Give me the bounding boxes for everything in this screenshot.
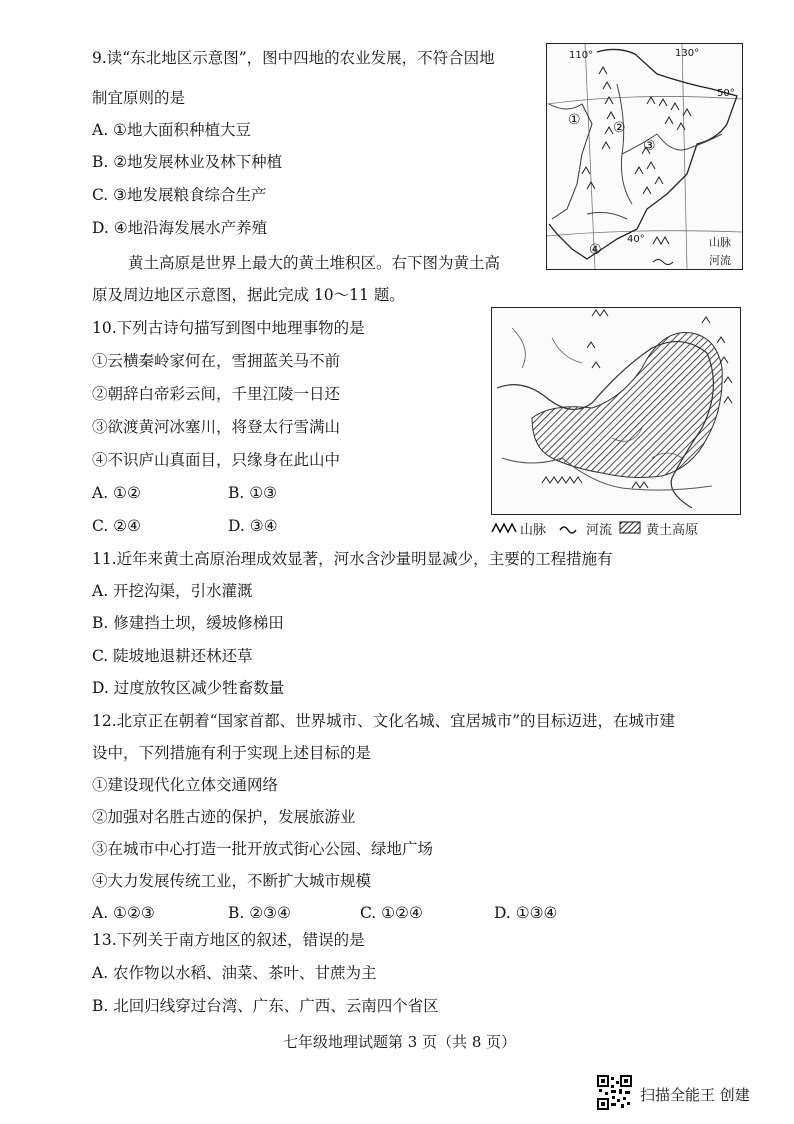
q11-option-a: A. 开挖沟渠，引水灌溉 <box>92 582 253 600</box>
northeast-china-map <box>546 43 743 270</box>
lon-110-label: 110° <box>569 50 594 61</box>
q12-stem-line1: 12.北京正在朝着“国家首都、世界城市、文化名城、宜居城市”的目标迈进，在城市建 <box>92 712 676 730</box>
intro-line2: 原及周边地区示意图，据此完成 10～11 题。 <box>92 286 405 304</box>
q9-option-c: C. ③地发展粮食综合生产 <box>92 186 267 204</box>
q9-stem-line1: 9.读“东北地区示意图”，图中四地的农业发展，不符合因地 <box>92 49 495 67</box>
map1-legend-river: 河流 <box>709 254 731 267</box>
q10-item-4: ④不识庐山真面目，只缘身在此山中 <box>92 451 341 469</box>
scanner-watermark: 扫描全能王 创建 <box>640 1086 750 1104</box>
q9-stem-line2: 制宜原则的是 <box>92 89 186 107</box>
loess-map-legend <box>490 518 740 538</box>
q13-option-a: A. 农作物以水稻、油菜、茶叶、甘蔗为主 <box>92 964 377 982</box>
q10-item-1: ①云横秦岭家何在，雪拥蓝关马不前 <box>92 352 341 370</box>
map2-legend-mountain: 山脉 <box>520 523 547 538</box>
map2-legend-plateau: 黄土高原 <box>646 523 699 538</box>
lat-50-label: 50° <box>717 88 735 99</box>
qr-code-icon <box>597 1075 632 1110</box>
q10-option-c: C. ②④ <box>92 517 141 535</box>
plateau-legend-icon <box>620 522 640 533</box>
marker-1: ① <box>568 112 581 128</box>
marker-3: ③ <box>643 138 656 154</box>
q12-option-a: A. ①②③ <box>92 904 155 922</box>
loess-plateau-map <box>491 307 741 515</box>
q12-option-c: C. ①②④ <box>360 904 423 922</box>
q12-stem-line2: 设中，下列措施有利于实现上述目标的是 <box>92 744 372 762</box>
q9-option-b: B. ②地发展林业及林下种植 <box>92 153 283 171</box>
q13-stem: 13.下列关于南方地区的叙述，错误的是 <box>92 931 365 949</box>
lat-40-label: 40° <box>627 234 645 245</box>
q9-option-a: A. ①地大面积种植大豆 <box>92 121 251 139</box>
q11-stem: 11.近年来黄土高原治理成效显著，河水含沙量明显减少，主要的工程措施有 <box>92 550 613 568</box>
q12-item-2: ②加强对名胜古迹的保护，发展旅游业 <box>92 808 356 826</box>
q11-option-b: B. 修建挡土坝，缓坡修梯田 <box>92 614 284 632</box>
q10-option-d: D. ③④ <box>228 517 278 535</box>
q11-option-d: D. 过度放牧区减少牲畜数量 <box>92 679 285 697</box>
loess-map-graphic <box>492 308 740 514</box>
q10-stem: 10.下列古诗句描写到图中地理事物的是 <box>92 319 365 337</box>
q10-option-a: A. ①② <box>92 484 141 502</box>
q12-option-d: D. ①③④ <box>494 904 558 922</box>
q12-item-4: ④大力发展传统工业，不断扩大城市规模 <box>92 872 372 890</box>
lon-130-label: 130° <box>675 48 700 59</box>
q12-item-1: ①建设现代化立体交通网络 <box>92 776 279 794</box>
q11-option-c: C. 陡坡地退耕还林还草 <box>92 647 253 665</box>
intro-line1: 黄土高原是世界上最大的黄土堆积区。右下图为黄土高 <box>128 254 501 272</box>
marker-2: ② <box>613 120 626 136</box>
q9-option-d: D. ④地沿海发展水产养殖 <box>92 219 268 237</box>
q13-option-b: B. 北回归线穿过台湾、广东、广西、云南四个省区 <box>92 997 439 1015</box>
q10-item-3: ③欲渡黄河冰塞川，将登太行雪满山 <box>92 418 341 436</box>
river-legend-icon <box>560 527 576 533</box>
map2-legend-river: 河流 <box>586 523 613 538</box>
q12-option-b: B. ②③④ <box>228 904 291 922</box>
marker-4: ④ <box>589 242 602 258</box>
q10-option-b: B. ①③ <box>228 484 278 502</box>
q10-item-2: ②朝辞白帝彩云间，千里江陵一日还 <box>92 385 341 403</box>
q12-item-3: ③在城市中心打造一批开放式街心公园、绿地广场 <box>92 840 434 858</box>
mountain-legend-icon <box>492 524 516 532</box>
page-footer: 七年级地理试题第 3 页（共 8 页） <box>283 1033 517 1051</box>
map1-legend-mountain: 山脉 <box>709 236 731 249</box>
